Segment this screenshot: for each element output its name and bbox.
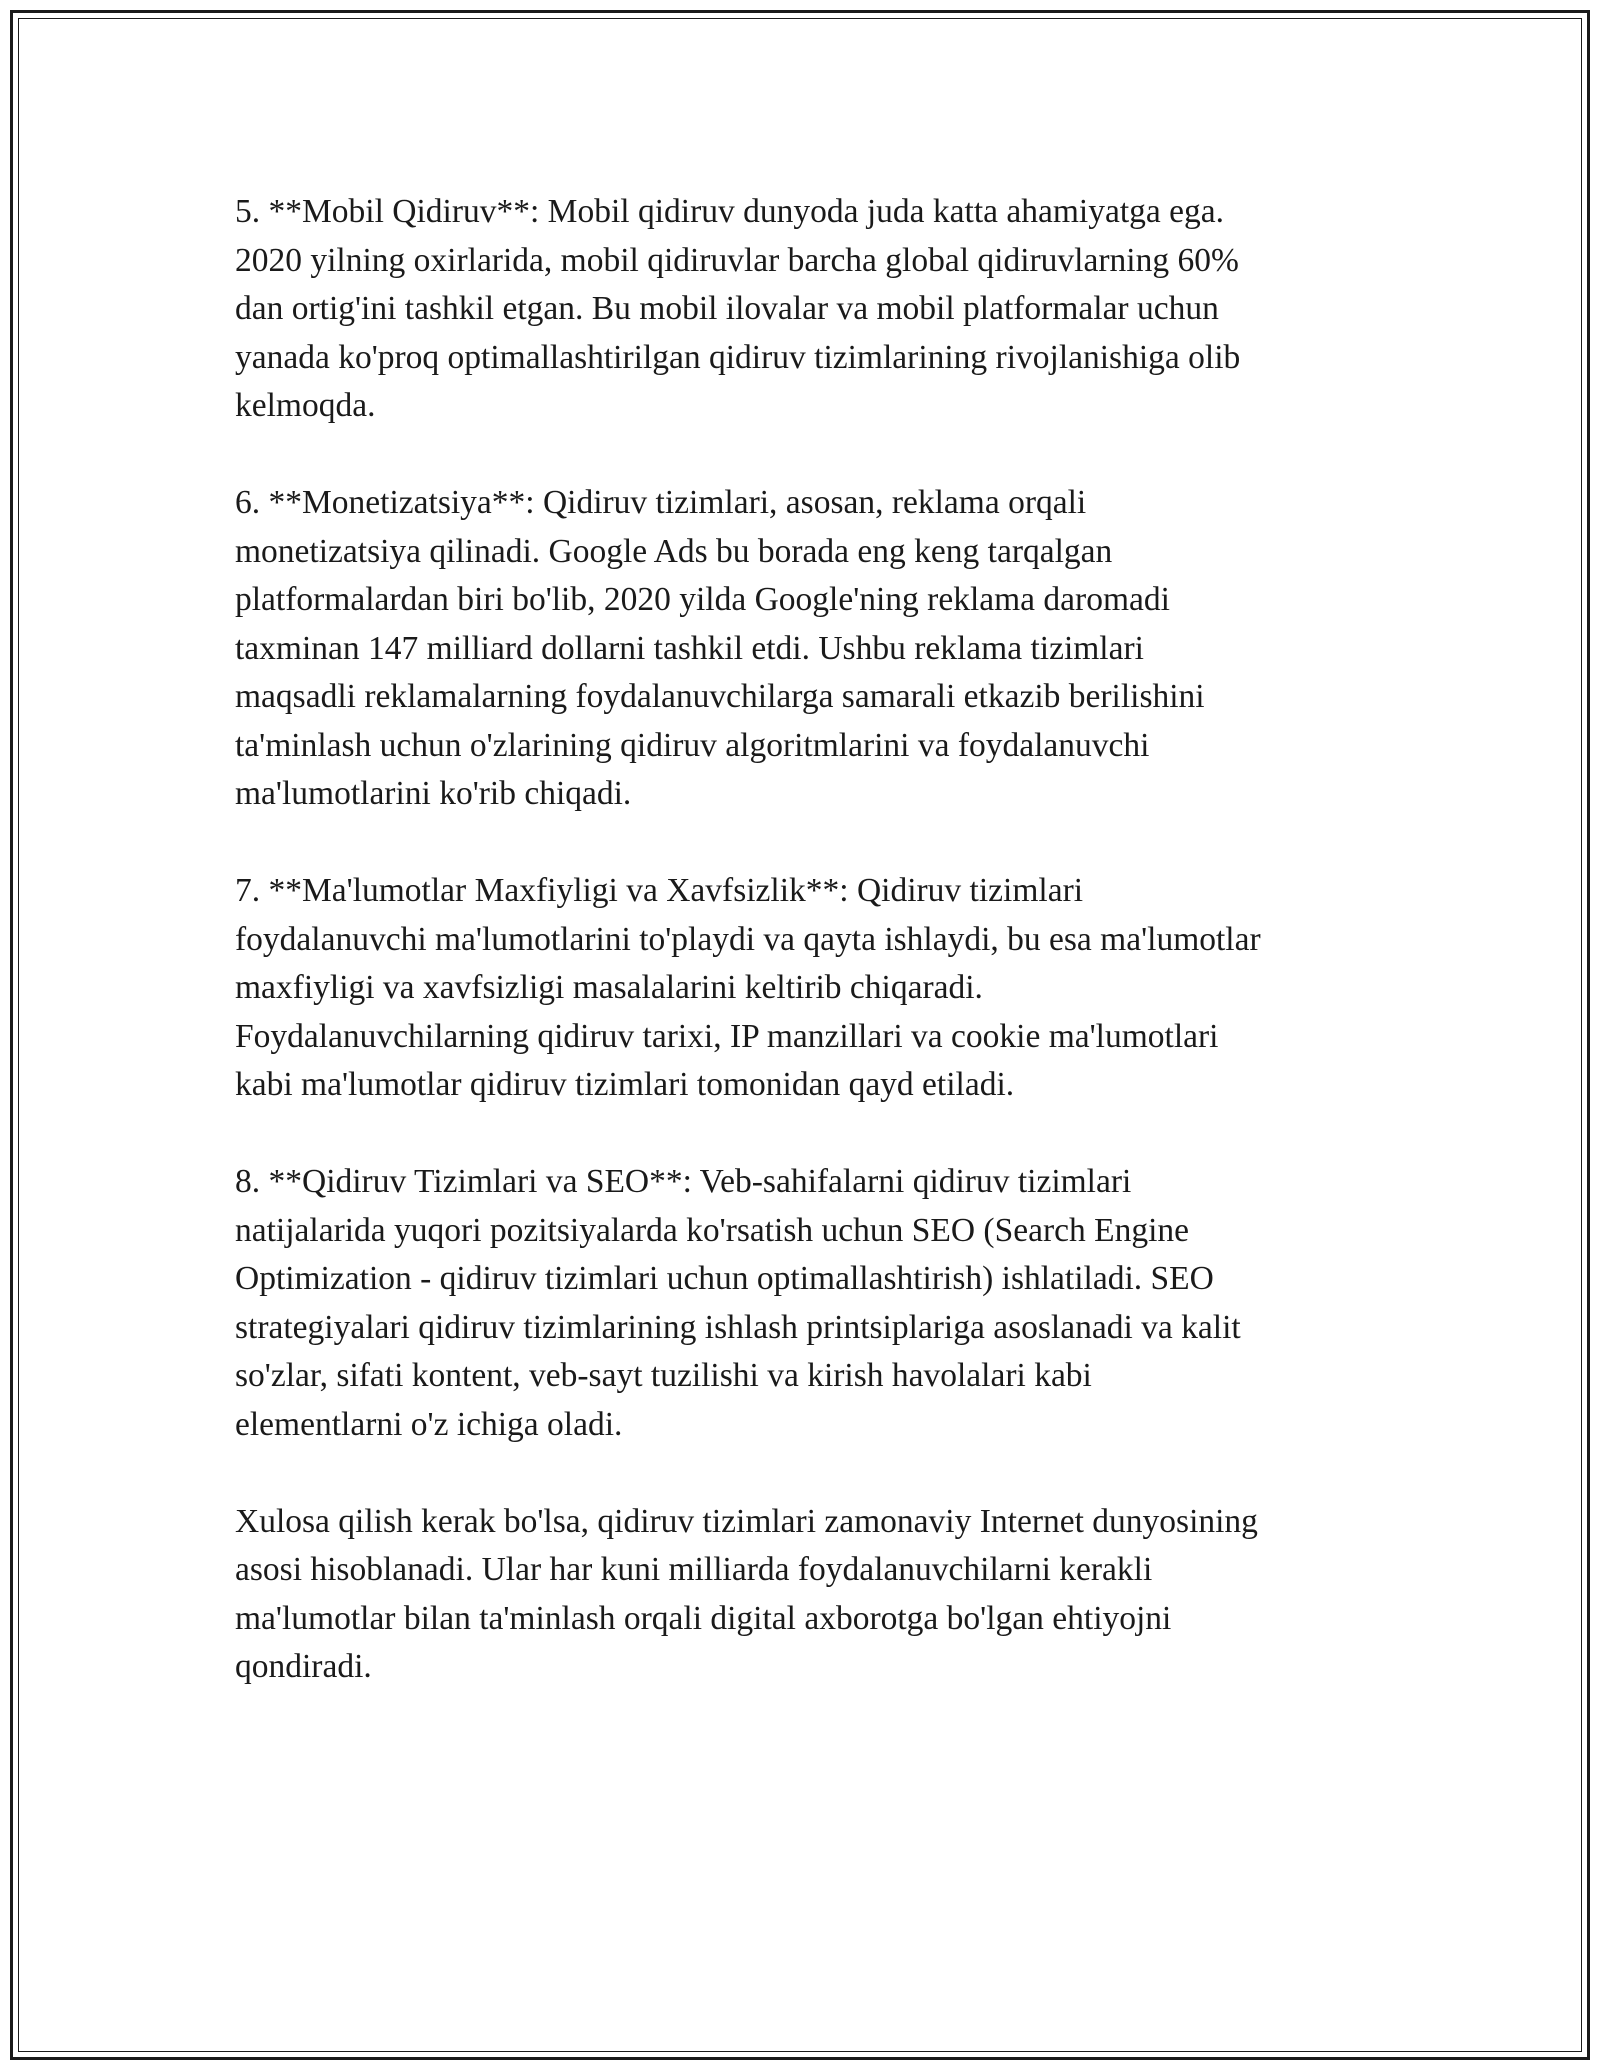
text-line: foydalanuvchi ma'lumotlarini to'playdi va qayta ishlaydi, bu esa ma'lumotlar [235, 920, 1261, 958]
text-line: elementlarni o'z ichiga oladi. [235, 1405, 623, 1443]
text-line: asosi hisoblanadi. Ular har kuni milliarda foydalanuvchilarni kerakli [235, 1551, 1153, 1588]
text-line: so'zlar, sifati kontent, veb-sayt tuzilishi va kirish havolalari kabi [235, 1357, 1092, 1394]
text-line: ma'lumotlar bilan ta'minlash orqali digital axborotga bo'lgan ehtiyojni [235, 1599, 1172, 1637]
paragraph-mobil-qidiruv [235, 188, 1375, 431]
text-line: 6. **Monetizatsiya**: Qidiruv tizimlari, asosan, reklama orqali [235, 484, 1087, 521]
text-line: 7. **Ma'lumotlar Maxfiyligi va Xavfsizlik**: Qidiruv tizimlari [235, 872, 1084, 909]
text-line: strategiyalari qidiruv tizimlarining ishlash printsiplariga asoslanadi va kalit [235, 1308, 1241, 1346]
text-line: ta'minlash uchun o'zlarining qidiruv algoritmlarini va foydalanuvchi [235, 726, 1150, 764]
text-line: kelmoqda. [235, 387, 376, 424]
text-line: qondiradi. [235, 1648, 372, 1685]
paragraph-xulosa [235, 1498, 1375, 1692]
text-line: 2020 yilning oxirlarida, mobil qidiruvlar barcha global qidiruvlarning 60% [235, 241, 1239, 279]
text-line: maqsadli reklamalarning foydalanuvchilarga samarali etkazib berilishini [235, 678, 1205, 715]
text-line: yanada ko'proq optimallashtirilgan qidiruv tizimlarining rivojlanishiga olib [235, 338, 1241, 376]
text-line: kabi ma'lumotlar qidiruv tizimlari tomonidan qayd etiladi. [235, 1066, 1015, 1103]
text-line: dan ortig'ini tashkil etgan. Bu mobil ilovalar va mobil platformalar uchun [235, 290, 1219, 327]
document-body [235, 188, 1375, 1740]
text-line: natijalarida yuqori pozitsiyalarda ko'rsatish uchun SEO (Search Engine [235, 1211, 1189, 1249]
text-line: 8. **Qidiruv Tizimlari va SEO**: Veb-sahifalarni qidiruv tizimlari [235, 1163, 1132, 1200]
paragraph-malumotlar-maxfiyligi [235, 867, 1375, 1110]
paragraph-qidiruv-tizimlari-seo [235, 1158, 1375, 1449]
text-line: taxminan 147 milliard dollarni tashkil etdi. Ushbu reklama tizimlari [235, 629, 1144, 667]
text-line: platformalardan biri bo'lib, 2020 yilda Google'ning reklama daromadi [235, 581, 1170, 618]
text-line: ma'lumotlarini ko'rib chiqadi. [235, 775, 632, 812]
text-line: Optimization - qidiruv tizimlari uchun optimallashtirish) ishlatiladi. SEO [235, 1260, 1214, 1297]
paragraph-monetizatsiya [235, 479, 1375, 819]
text-line: Foydalanuvchilarning qidiruv tarixi, IP manzillari va cookie ma'lumotlari [235, 1017, 1219, 1055]
text-line: 5. **Mobil Qidiruv**: Mobil qidiruv dunyoda juda katta ahamiyatga ega. [235, 193, 1225, 230]
text-line: monetizatsiya qilinadi. Google Ads bu borada eng keng tarqalgan [235, 532, 1113, 570]
text-line: Xulosa qilish kerak bo'lsa, qidiruv tizimlari zamonaviy Internet dunyosining [235, 1502, 1258, 1540]
text-line: maxfiyligi va xavfsizligi masalalarini keltirib chiqaradi. [235, 969, 983, 1006]
